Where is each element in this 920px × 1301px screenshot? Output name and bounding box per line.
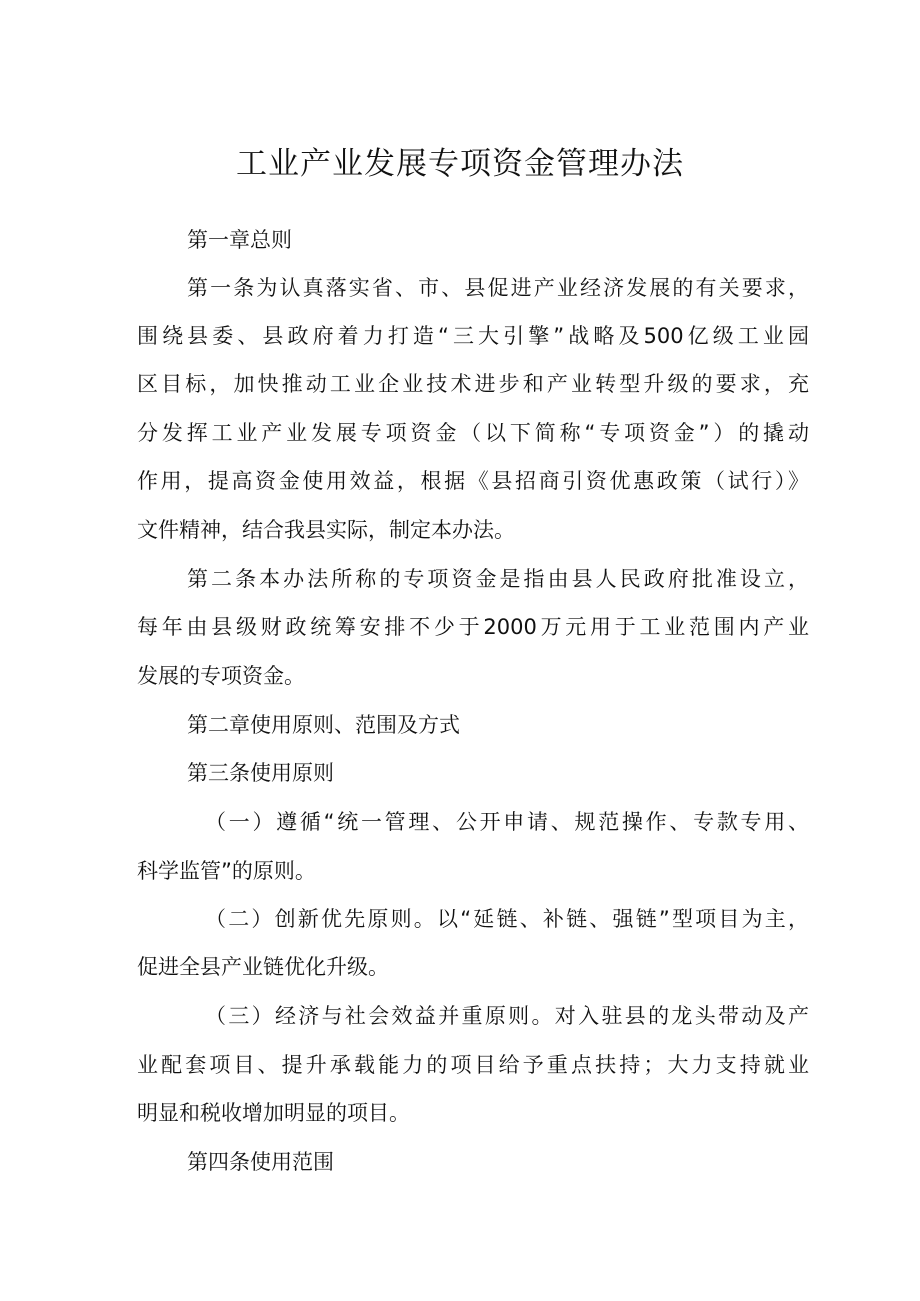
paragraph-line: 明显和税收增加明显的项目。 — [137, 1101, 410, 1125]
document-title: 工业产业发展专项资金管理办法 — [236, 146, 684, 182]
paragraph-line: 文件精神，结合我县实际，制定本办法。 — [137, 518, 515, 542]
article-heading: 第四条使用范围 — [187, 1150, 334, 1174]
paragraph-line: 分发挥工业产业发展专项资金（以下简称“专项资金”）的撬动 — [137, 421, 809, 445]
paragraph-line: 促进全县产业链优化升级。 — [137, 955, 389, 979]
paragraph-line: 围绕县委、县政府着力打造“三大引擎”战略及500亿级工业园 — [137, 324, 809, 348]
paragraph-line: 第一条为认真落实省、市、县促进产业经济发展的有关要求， — [187, 276, 809, 300]
paragraph-line: 区目标，加快推动工业企业技术进步和产业转型升级的要求，充 — [137, 372, 809, 396]
paragraph-line: 第二条本办法所称的专项资金是指由县人民政府批准设立， — [187, 567, 809, 591]
paragraph-line: 业配套项目、提升承载能力的项目给予重点扶持；大力支持就业 — [137, 1053, 809, 1077]
paragraph-line: （一）遵循“统一管理、公开申请、规范操作、专款专用、 — [205, 810, 809, 834]
paragraph-line: 科学监管”的原则。 — [137, 859, 316, 883]
article-heading: 第三条使用原则 — [187, 761, 334, 785]
paragraph-line: （三）经济与社会效益并重原则。对入驻县的龙头带动及产 — [205, 1004, 809, 1028]
paragraph-line: 发展的专项资金。 — [137, 664, 305, 688]
chapter-heading: 第二章使用原则、范围及方式 — [187, 713, 460, 737]
chapter-heading: 第一章总则 — [187, 228, 292, 252]
paragraph-line: 每年由县级财政统筹安排不少于2000万元用于工业范围内产业 — [137, 615, 809, 639]
paragraph-line: （二）创新优先原则。以“延链、补链、强链”型项目为主， — [205, 907, 809, 931]
paragraph-line: 作用，提高资金使用效益，根据《县招商引资优惠政策（试行）》 — [137, 469, 809, 493]
